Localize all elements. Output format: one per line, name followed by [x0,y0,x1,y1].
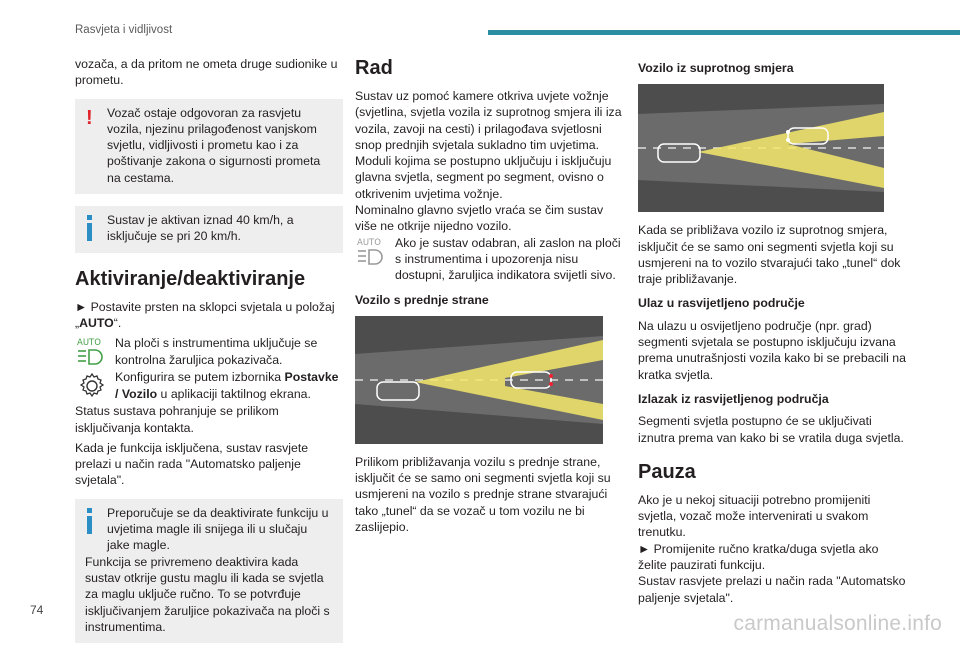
info-icon [87,215,92,241]
auto-grey-indicator-icon [355,235,389,269]
pause-text-3: Sustav rasvjete prelazi u način rada "Automatsko paljenje svjetala". [638,574,906,605]
sub-heading-lit-area-exit: Izlazak iz rasvijetljenog područja [638,391,829,406]
pause-text-2: ► Promijenite ručno kratka/duga svjetla ako želite pauzirati funkciju. [638,541,879,573]
column-1 [75,56,343,655]
settings-text: Konfigurira se putem izbornika Postavke / Vozilo u aplikaciji taktilnog ekrana. [115,370,339,401]
column-3 [638,56,906,606]
step-instruction: ► Postavite prsten na sklopci svjetala u položaj „AUTO“. [75,299,335,330]
sub-heading-lit-area-entry: Ulaz u rasvijetljeno područje [638,296,805,311]
auto-indicator-icon [75,335,109,369]
front-vehicle-caption: Prilikom približavanja vozilu s prednje strane, isključit će se samo oni segmenti svjetla koji su usmjereni na vozilo s prednje strane stvarajući tako „tunel“ da se vozač u tom vozilu ne bi zaslijepio. [355,454,611,535]
oncoming-caption: Kada se približava vozilo iz suprotnog smjera, isključit će se samo oni segmenti svjetla koji su usmjereni na to vozilo stvarajući tako „tunel“ dok traje približavanje. [638,223,901,287]
info-fog-text-2: Funkcija se privremeno deaktivira kada sustav otkrije gustu maglu ili kada se svjetla za maglu uključe ručno. To se potvrđuje isključivanjem žaruljice pokazivača na ploči s instrumentima. [85,554,330,634]
settings-row [75,369,343,403]
auto-grey-icon-label: AUTO [357,237,381,248]
warning-text: Vozač ostaje odgovoran za rasvjetu vozila, njezinu prilagođenost vanjskom svjetlu, vidljivosti i prometu kao i za poštivanje zakona o sigurnosti prometa na cestama. [107,105,321,185]
operation-text-1: Sustav uz pomoć kamere otkriva uvjete vožnje (svjetlina, svjetla vozila iz suprotnog smjera ili iza vozila, zavoji na cesti) i prilagođava svjetlosni snop prednjih svjetala sukladno tim uvjetima. [355,89,622,152]
lit-area-entry-text: Na ulazu u osvijetljeno područje (npr. grad) segmenti svjetala se postupno isključuju izvana prema unutrašnjosti vozila kako bi se prebacili na kratka svjetla. [638,318,906,382]
info-box-fog [75,499,343,643]
status-text-2: Kada je funkcija isključena, sustav rasvjete prelazi u način rada "Automatsko paljenje svjetala". [75,440,309,488]
auto-grey-row [355,235,623,284]
auto-indicator-text: Na ploči s instrumentima uključuje se kontrolna žaruljica pokazivača. [115,336,318,367]
warning-box [75,99,343,194]
section-heading-operation: Rad [355,57,393,79]
intro-text: vozača, a da pritom ne ometa druge sudionike u prometu. [75,57,338,88]
operation-text-2: Moduli kojima se postupno uključuju i isključuju glavna svjetla, segment po segment, ovisno o otkrivenim uvjetima vožnje. [355,154,612,201]
auto-grey-text: Ako je sustav odabran, ali zaslon na ploči s instrumentima i upozorenja nisu dostupni, žaruljica indikatora svijetli sivo. [395,235,621,283]
page-number: 74 [30,603,44,617]
warning-icon: ! [86,106,93,129]
column-2 [355,56,623,539]
watermark: carmanualsonline.info [733,612,942,635]
sub-heading-front-vehicle: Vozilo s prednje strane [355,292,489,307]
section-title: Rasvjeta i vidljivost [75,24,173,36]
status-text-1: Status sustava pohranjuje se prilikom isključivanja kontakta. [75,404,279,435]
info-text: Sustav je aktivan iznad 40 km/h, a isključuje se pri 20 km/h. [107,213,294,244]
info-icon [87,508,92,534]
operation-text-3: Nominalno glavno svjetlo vraća se čim sustav više ne otkrije nijedno vozilo. [355,203,604,234]
section-heading-pause: Pauza [638,460,696,483]
oncoming-vehicle-illustration [638,84,884,212]
gear-icon [75,369,109,403]
info-box [75,206,343,253]
header-accent-bar [488,30,960,35]
info-fog-text: Preporučuje se da deaktivirate funkciju u uvjetima magle ili snijega ili u slučaju jake magle. [107,505,329,553]
front-vehicle-illustration [355,316,603,444]
lit-area-exit-text: Segmenti svjetla postupno će se uključivati iznutra prema van kako bi se vratila duga svjetla. [638,414,904,445]
sub-heading-oncoming: Vozilo iz suprotnog smjera [638,61,794,75]
auto-icon-label: AUTO [77,338,101,349]
pause-text-1: Ako je u nekoj situaciji potrebno promijeniti svjetla, vozač može intervenirati u svakom trenutku. [638,492,871,540]
section-heading-activation: Aktiviranje/deaktiviranje [75,267,306,290]
auto-indicator-row [75,335,343,369]
